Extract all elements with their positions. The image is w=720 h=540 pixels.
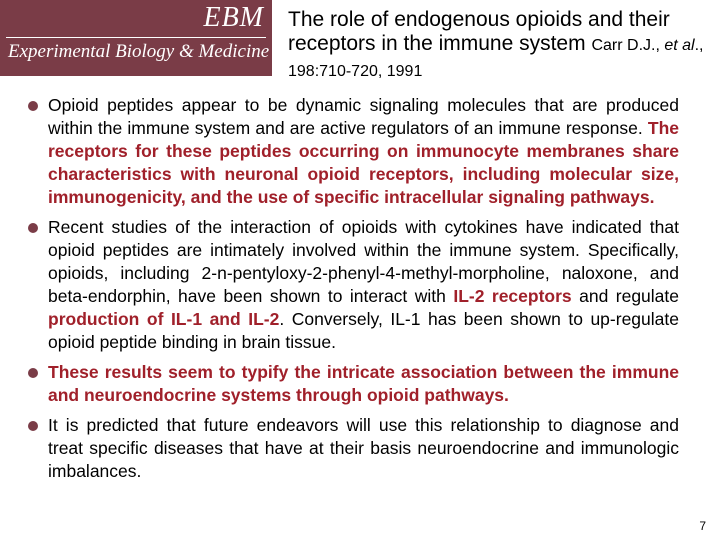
bullet-dot-icon — [28, 101, 38, 111]
logo-abbreviation: EBM — [203, 2, 264, 33]
bullet-dot-icon — [28, 368, 38, 378]
bullet-text: It is predicted that future endeavors will use this relationship to diagnose and treat specific diseases that have at their basis neuroendocrine and immunologic imbalances. — [48, 415, 679, 481]
bullet-item — [14, 216, 679, 354]
citation-etal: et al — [664, 37, 695, 54]
bullet-highlight: IL-2 receptors — [453, 286, 572, 306]
slide-title — [288, 8, 713, 84]
bullet-text: and regulate — [571, 286, 679, 306]
page-number: 7 — [699, 519, 706, 533]
title-text: The role of endogenous opioids and their receptors in the immune system — [288, 8, 670, 55]
citation-details: ., 198:710-720, 1991 — [288, 37, 704, 80]
logo-journal-name: Experimental Biology & Medicine — [8, 41, 270, 62]
bullet-text: Recent studies of the interaction of opioids with cytokines have indicated that opioid peptides are intimately involved within the immune system. Specifically, opioids, including 2-n-pentyloxy-2-phenyl-4-methyl-morpholine, naloxone, and beta-endorphin, have been shown to interact with — [48, 217, 679, 306]
bullet-highlight: These results seem to typify the intricate association between the immune and neuroendocrine systems through opioid pathways. — [48, 362, 679, 405]
journal-logo — [0, 0, 272, 76]
bullet-text: . Conversely, IL-1 has been shown to up-regulate opioid peptide binding in brain tissue. — [48, 309, 679, 352]
logo-divider — [6, 37, 266, 38]
bullet-item — [14, 414, 679, 483]
bullet-list — [14, 94, 679, 490]
bullet-highlight: production of IL-1 and IL-2 — [48, 309, 280, 329]
bullet-text: Opioid peptides appear to be dynamic signaling molecules that are produced within the immune system and are active regulators of an immune response. — [48, 95, 679, 138]
bullet-dot-icon — [28, 421, 38, 431]
bullet-dot-icon — [28, 223, 38, 233]
citation-authors: Carr D.J., — [591, 37, 665, 54]
bullet-item — [14, 94, 679, 209]
bullet-item — [14, 361, 679, 407]
bullet-highlight: The receptors for these peptides occurring on immunocyte membranes share characteristics with neuronal opioid receptors, including molecular size, immunogenicity, and the use of specific intracellular signaling pathways. — [48, 118, 679, 207]
